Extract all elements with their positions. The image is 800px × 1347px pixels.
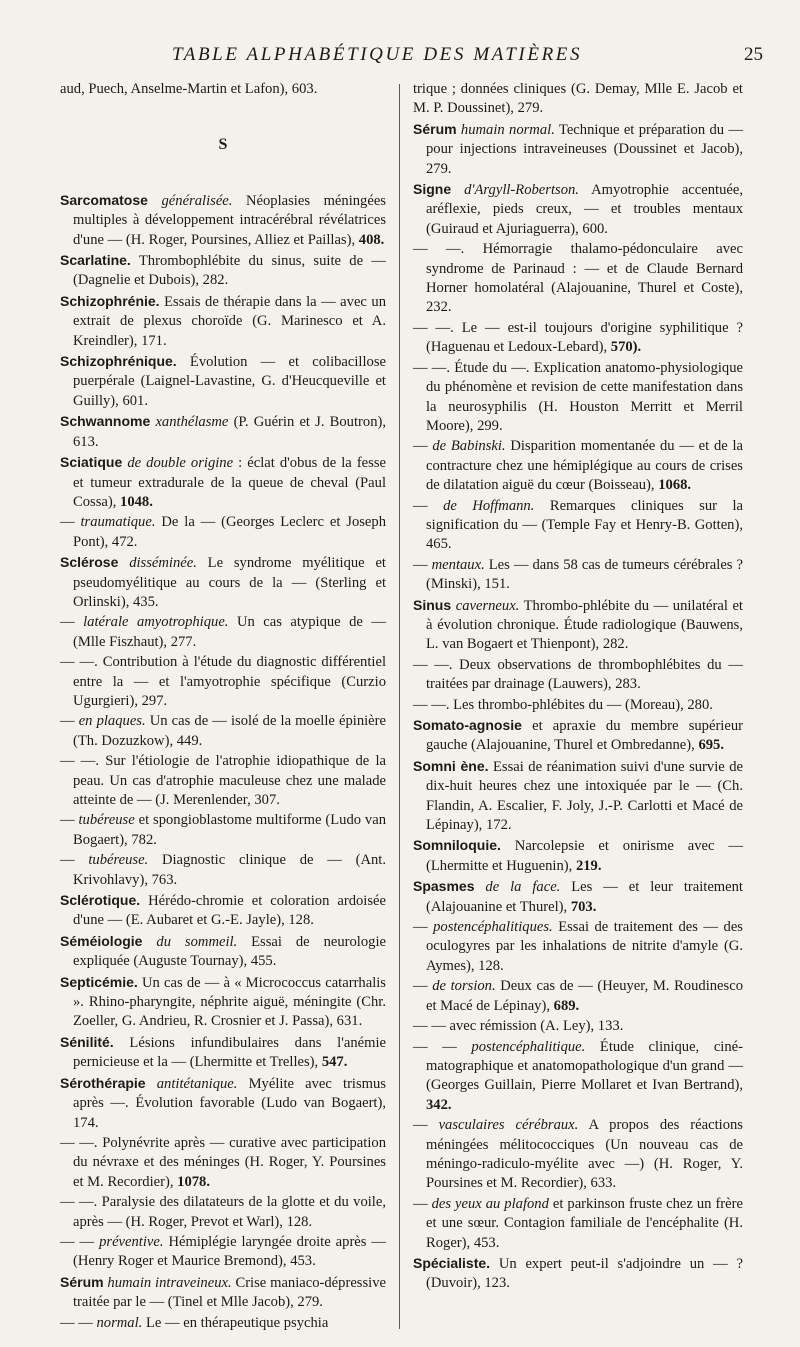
entry-text: — (413, 1117, 439, 1134)
entry-qualifier: caverneux. (455, 597, 520, 614)
entry-qualifier: généralisée. (161, 192, 233, 209)
entry-text (148, 193, 162, 209)
index-entry (413, 716, 743, 756)
entry-text: — (413, 919, 434, 936)
entry-text: Le — en thérapeutique psychia (142, 1314, 329, 1331)
entry-text: Évolution — et colibacillose puerpérale (Laignel-Lavastine, G. d'Heucqueville et Guilly), 601. (73, 354, 386, 409)
entry-text: — (413, 438, 433, 455)
entry-text: Jacob), 279. (248, 1294, 323, 1311)
index-entry (60, 553, 386, 612)
running-title: TABLE ALPHABÉTIQUE DES MATIÈRES (172, 44, 583, 65)
entry-text: et parkinson fruste chez un frère et une sœur. Contagion familiale de l'encéphalite (H. Roger), 453. (426, 1195, 743, 1251)
index-entry (413, 696, 743, 715)
entry-text: — (60, 614, 84, 631)
index-entry (60, 613, 386, 652)
entry-text (146, 1076, 157, 1092)
entry-headword: Spasmes (413, 878, 475, 895)
entry-page-ref: 703. (570, 898, 597, 915)
entry-qualifier: normal. (96, 1314, 143, 1331)
entry-qualifier: de la face. (485, 879, 561, 896)
entry-headword: Sinus (413, 596, 452, 613)
entry-headword: Schizophrénique. (60, 353, 177, 370)
entry-text: — (413, 978, 433, 995)
entry-qualifier: d'Argyll-Robertson. (464, 182, 579, 199)
index-entry (60, 1233, 386, 1272)
entry-text: Fiszhaut), 277. (105, 633, 197, 650)
index-entry (60, 191, 386, 250)
entry-text (142, 934, 156, 950)
index-entry (60, 412, 386, 452)
index-entry (60, 811, 386, 850)
index-entry (413, 1017, 743, 1036)
entry-text: : éclat d'obus de la fesse et tumeur extradurale de la queue de cheval (Paul Cossa), (73, 455, 386, 510)
entry-headword: Somato-agnosie (413, 717, 522, 733)
entry-qualifier: de Hoffmann. (443, 497, 535, 514)
entry-text: Le syndrome myélitique et pseudomyélitique au cours de la — (Sterling et Orlinski), 435. (73, 555, 386, 610)
entry-page-ref: 342. (426, 1096, 452, 1113)
column-divider (399, 84, 400, 1329)
entry-qualifier: disséminée. (129, 555, 197, 572)
entry-headword: Sérum (413, 120, 457, 137)
entry-qualifier: tubéreuse. (88, 852, 149, 869)
entry-text: — (60, 514, 81, 531)
entry-text: Crise maniaco-dépressive traitée par le — (Tinel et M (73, 1274, 386, 1311)
entry-qualifier: humain intraveineux. (107, 1274, 232, 1291)
entry-text: — (60, 852, 89, 869)
entry-text: lle (233, 1294, 249, 1311)
entry-qualifier: des yeux au plafond (431, 1195, 549, 1212)
page-header (0, 44, 800, 70)
left-column (60, 80, 386, 1334)
entry-text: — (413, 497, 444, 514)
entry-headword: Somni ène. (413, 757, 489, 774)
index-entry (413, 497, 743, 555)
index-entry (60, 712, 386, 751)
index-entry (60, 80, 386, 99)
entry-headword: Sénilité. (60, 1033, 114, 1050)
entry-page-ref: 219. (575, 857, 602, 874)
section-letter: S (218, 136, 228, 154)
entry-headword: Spécialiste. (413, 1254, 491, 1271)
index-entry (60, 891, 386, 931)
entry-qualifier: de torsion. (432, 978, 496, 995)
index-entry (60, 1314, 386, 1333)
entry-text: trique ; données cliniques (G. Demay, M (413, 81, 658, 97)
entry-text: et spongioblastome multiforme (Ludo van Bogaert), 782. (73, 812, 387, 848)
index-entry (413, 1195, 743, 1253)
entry-text: — —. Paralysie des dilatateurs de la glotte et du voile, après — (H. Roger, Prevot et Warl), 128. (60, 1194, 386, 1230)
index-entry (413, 836, 743, 876)
entry-text: lle (657, 81, 673, 97)
index-entry (60, 1074, 386, 1133)
entry-text: Remarques cliniques sur la signification du — (Temple Fay et Henry-B. Gotten), 465. (426, 497, 743, 553)
entry-qualifier: antitétanique. (156, 1075, 238, 1092)
entry-page-ref: 1048. (120, 493, 153, 510)
right-column (413, 80, 743, 1295)
entry-headword: Sclérose (60, 554, 119, 571)
index-entry (413, 180, 743, 239)
index-entry (413, 359, 743, 437)
entry-text: — —. Le — est-il toujours d'origine syphilitique ? (Haguenau et Ledoux-Lebard), (413, 319, 743, 356)
entry-text: Hérédo-chromie et coloration ardoisée d'une — (E. Aubaret et G.-E. Jayle), 128. (73, 893, 386, 929)
entry-text: Essai de traitement des — des oculogyres par les inhalations de nitrite d'amyle (G. Aymes), 128. (426, 919, 743, 974)
entry-headword: Scarlatine. (60, 252, 131, 269)
entry-page-ref: 1078. (177, 1173, 210, 1190)
entry-text: Étude clinique, cinématographique et anatomopathologique d'un grand — (Georges Guillain, Pierre Mollaret et Ivan Bertrand), (426, 1038, 743, 1094)
entry-text: Thrombophlébite du sinus, suite de — (Dagnelie et Dubois), 282. (73, 253, 386, 289)
entry-text: — —. Les thrombo-phlébites du — (Moreau), 280. (413, 696, 713, 713)
index-entry (413, 656, 743, 695)
entry-text: — — avec rémission (A. Ley), 133. (413, 1018, 624, 1035)
entry-headword: Sarcomatose (60, 191, 148, 208)
entry-text: Deux cas de — (Heuyer, M. Roudinesco et Macé de Lépinay), (426, 978, 743, 1014)
entry-text: — —. Hémorragie thalamo-pédonculaire avec syndrome de Parinaud : — et de Claude Bernard Horner homolatéral (Alajouanine, Thurel et Coste), 232. (413, 241, 743, 316)
entry-page-ref: 408. (358, 231, 385, 248)
index-entry (413, 877, 743, 917)
index-entry (60, 352, 386, 411)
entry-text: et apraxie du membre supérieur gauche (Alajouanine, Thurel et Ombredanne), (426, 718, 743, 754)
entry-text: Technique et préparation du — pour injections intraveineuses (Doussinet et Jacob), 279. (426, 121, 744, 177)
index-entry (60, 752, 386, 810)
entry-text: Amyotrophie accentuée, aréflexie, pieds creux, — et troubles mentaux (Guiraud et Ajuriaguerra), 600. (426, 182, 743, 237)
entry-qualifier: xanthélasme (155, 414, 229, 431)
index-entry (60, 851, 386, 890)
entry-text: Un cas de — isolé de la moelle épinière (Th. Dozuzkow), 449. (73, 713, 386, 749)
index-entry (413, 240, 743, 318)
entry-page-ref: 570). (610, 339, 642, 356)
index-entry (60, 1033, 386, 1073)
entry-qualifier: latérale amyotrophique. (83, 614, 229, 631)
entry-text: Un cas de — à « Micrococcus catarrhalis ». Rhino-pharyngite, néphrite aiguë, méningite (Chr. Zoeller, G. Andrieu, R. Crosnier et J. Passa), 631. (73, 974, 386, 1030)
entry-page-ref: 695. (698, 737, 724, 754)
index-entry (413, 1254, 743, 1294)
entry-text: Narcolepsie et onirisme avec — (Lhermitte et Huguenin), (426, 838, 743, 874)
index-entry (60, 932, 386, 972)
index-entry (413, 556, 743, 595)
entry-text: Disparition momentanée du — et de la contracture chez une hémiplégique au cours de crises de dilatation aiguë du cœur (Boisseau), (426, 438, 743, 494)
entry-text: Diagnostic clinique de — (Ant. Krivohlavy), 763. (73, 852, 386, 888)
index-entry (413, 319, 743, 358)
entry-headword: Sérum (60, 1273, 104, 1290)
index-entry (413, 757, 743, 836)
entry-text: Un cas atypique de — (M (73, 614, 386, 650)
entry-qualifier: préventive. (99, 1233, 164, 1250)
entry-text: Myélite avec trismus après —. Évolution favorable (Ludo van Bogaert), 174. (73, 1075, 386, 1131)
entry-text: aud, Puech, Anselme-Martin et Lafon), 603. (60, 81, 318, 97)
entry-qualifier: vasculaires cérébraux. (438, 1117, 579, 1134)
entry-headword: Sciatique (60, 454, 123, 471)
entry-text: — —. Contribution à l'étude du diagnostic différentiel entre la — et l'amyotrophie spécifique (Curzio Ugurgieri), 297. (60, 654, 386, 709)
entry-text: Un expert peut-il s'adjoindre un — ? (Duvoir), 123. (426, 1255, 743, 1292)
entry-qualifier: mentaux. (431, 556, 485, 573)
entry-text: Les — dans 58 cas de tumeurs cérébrales ? (Minski), 151. (426, 556, 743, 593)
entry-page-ref: 547. (321, 1054, 348, 1071)
entry-headword: Somniloquie. (413, 837, 501, 854)
entry-qualifier: du sommeil. (156, 933, 238, 950)
entry-text: — — (413, 1038, 472, 1055)
entry-text: — —. Étude du —. Explication anatomo-physiologique du phénomène et revision de cette manifestation dans la neurosyphilis (H. Houston Merritt et Merril Moore), 299. (413, 359, 743, 434)
entry-qualifier: de double origine (127, 455, 234, 472)
index-entry (60, 513, 386, 552)
index-entry (413, 437, 743, 495)
entry-text (451, 182, 464, 198)
entry-text: Thrombo-phlébite du — unilatéral et à évolution chronique. Étude radiologique (Bauwens, L. van Bogaert et Thienpont), 282. (426, 597, 743, 653)
entry-page-ref: 689. (553, 997, 580, 1014)
left-entries (60, 191, 386, 1333)
index-entry (60, 1193, 386, 1232)
entry-text: Hémiplégie laryngée droite après — (Henry Roger et Maurice Bremond), 453. (73, 1233, 386, 1270)
entry-qualifier: de Babinski. (432, 438, 506, 455)
entry-qualifier: postencéphalitiques. (433, 919, 553, 936)
entry-headword: Signe (413, 181, 452, 198)
entry-text: — —. Deux observations de thrombophlébites du — traitées par drainage (Lauwers), 283. (413, 656, 743, 693)
index-entry (60, 453, 386, 512)
entry-text: — —. Polynévrite après — curative avec participation du névraxe et des méninges (H. Roger, Y. Poursines et M. Recordier), (60, 1134, 386, 1190)
entry-text: A propos des réactions méningées mélitococciques (Un nouveau cas de méningo-radiculo-myélite avec —) (H. Roger, Y. Poursines et M. Recordier), 633. (426, 1117, 743, 1192)
index-entry (413, 977, 743, 1016)
entry-text: — (413, 1195, 432, 1212)
entry-page-ref: 1068. (658, 477, 692, 494)
entry-qualifier: traumatique. (80, 514, 156, 531)
index-entry (60, 292, 386, 351)
entry-text: Essais de thérapie dans la — avec un extrait de plexus choroïde (G. Marinesco et A. Kreindler), 171. (73, 293, 386, 349)
entry-headword: Septicémie. (60, 973, 138, 990)
index-entry (60, 251, 386, 291)
index-entry (60, 973, 386, 1032)
index-entry (60, 653, 386, 711)
entry-headword: Schizophrénie. (60, 292, 160, 309)
index-entry (413, 1116, 743, 1194)
entry-text: lle (90, 633, 106, 650)
index-entry (60, 1273, 386, 1313)
entry-text: De la — (Georges Leclerc et Joseph Pont), 472. (73, 514, 386, 550)
entry-headword: Séméiologie (60, 932, 143, 949)
entry-text: Essai de neurologie expliquée (Auguste Tournay), 455. (73, 933, 386, 970)
entry-text (474, 879, 485, 895)
index-entry (413, 918, 743, 976)
entry-text: Les — et leur traitement (Alajouanine et Thurel), (426, 879, 743, 915)
entry-qualifier: humain normal. (460, 121, 555, 138)
entry-text (118, 555, 129, 571)
entry-text: — (60, 713, 79, 730)
entry-qualifier: postencéphalitique. (471, 1038, 586, 1055)
entry-text: — — (60, 1314, 97, 1331)
page-number: 25 (744, 44, 763, 65)
index-entry (413, 596, 743, 655)
index-entry (413, 1038, 743, 1116)
entry-text: — —. Sur l'étiologie de l'atrophie idiopathique de la peau. Un cas d'atrophie maculeuse chez une malade atteinte de — (J. Merenlender, 307. (60, 753, 386, 808)
entry-text: — — (60, 1233, 100, 1250)
entry-text: (P. Guérin et J. Boutron), 613. (73, 414, 386, 450)
index-entry (60, 1134, 386, 1192)
index-entry (413, 80, 743, 119)
entry-headword: Sérothérapie (60, 1074, 146, 1091)
entry-headword: Schwannome (60, 413, 151, 430)
entry-headword: Sclérotique. (60, 892, 141, 909)
index-entry (413, 120, 743, 179)
entry-qualifier: tubéreuse (78, 812, 135, 829)
entry-text: — (60, 812, 79, 829)
entry-text: — (413, 556, 432, 573)
entry-qualifier: en plaques. (78, 713, 146, 730)
entry-text: Lésions infundibulaires dans l'anémie pernicieuse et la — (Lhermitte et Trelles), (73, 1034, 386, 1071)
entry-text: Néoplasies méningées multiples à développement intracérébral révélatrices d'une — (H. Roger, Poursines, Alliez et Paillas), (73, 192, 386, 248)
entry-text: E. Jacob et M. P. Doussinet), 279. (413, 81, 743, 117)
entry-text: Essai de réanimation suivi d'une survie de dix-huit heures chez une intoxiquée par le — (Ch. Flandin, A. Escalier, F. Joly, J.-P. Carlotti et Macé de Lépinay), 172. (426, 758, 744, 834)
